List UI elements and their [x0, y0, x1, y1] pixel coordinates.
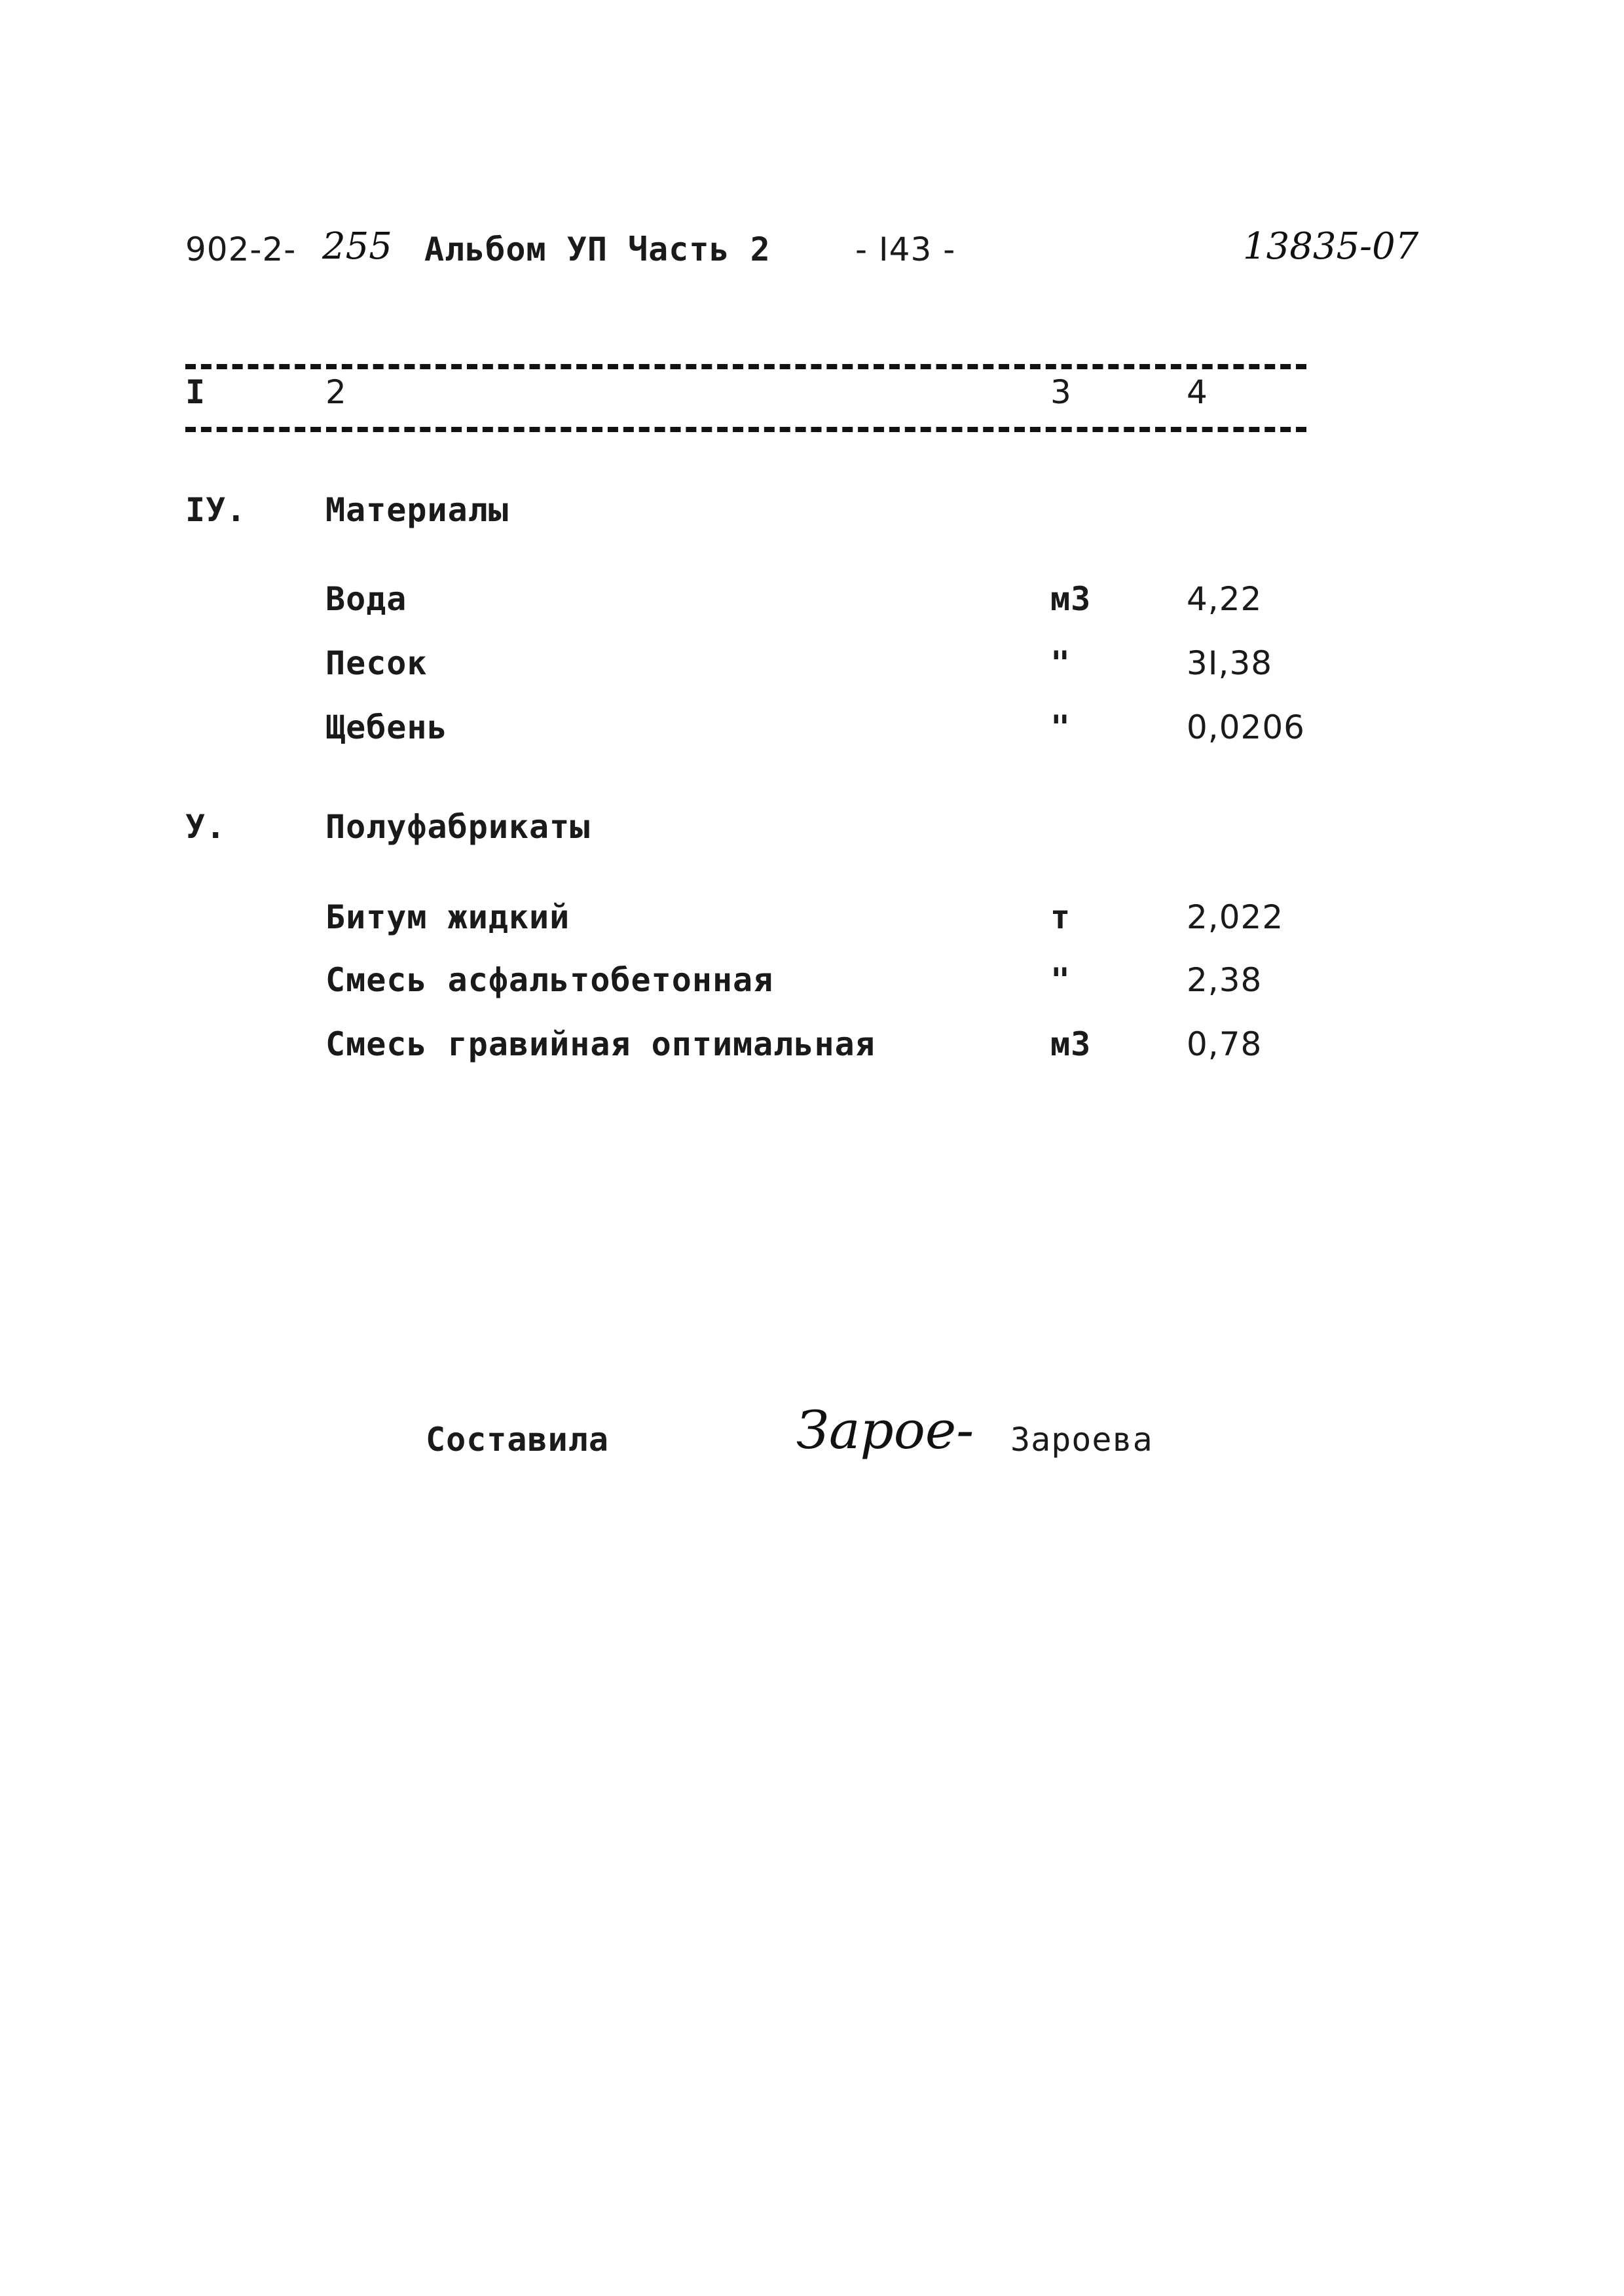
registration-number-handwritten: 13835-07 [1243, 225, 1419, 268]
album-part: Альбом УП Часть 2 [424, 230, 771, 268]
handwritten-signature: Зарое- [796, 1400, 974, 1461]
row-unit: " [1050, 961, 1071, 999]
column-header-3: 3 [1050, 373, 1072, 411]
row-name: Смесь асфальтобетонная [325, 961, 774, 999]
row-unit: " [1050, 708, 1071, 746]
signature-label: Составила [426, 1421, 609, 1459]
column-header-1: I [185, 373, 206, 411]
row-value: 4,22 [1187, 580, 1263, 618]
document-number-handwritten: 255 [322, 225, 392, 268]
section-number: У. [185, 808, 227, 846]
section-number: IУ. [185, 491, 247, 529]
row-value: 2,022 [1187, 898, 1284, 936]
row-name: Битум жидкий [325, 898, 570, 936]
column-header-4: 4 [1187, 373, 1208, 411]
row-name: Щебень [325, 708, 448, 746]
section-title: Материалы [325, 491, 509, 529]
row-unit: " [1050, 644, 1071, 682]
section-title: Полуфабрикаты [325, 808, 591, 846]
page-number: - I43 - [855, 230, 956, 268]
row-unit: т [1050, 898, 1071, 936]
row-value: 3I,38 [1187, 644, 1273, 682]
table-top-rule [185, 364, 1306, 369]
row-unit: м3 [1050, 580, 1092, 618]
document-code: 902-2- [185, 230, 297, 268]
row-value: 0,78 [1187, 1025, 1263, 1063]
row-unit: м3 [1050, 1025, 1092, 1063]
row-value: 2,38 [1187, 961, 1263, 999]
signatory-name: Зароева [1010, 1421, 1153, 1459]
table-header-bottom-rule [185, 427, 1306, 432]
row-name: Песок [325, 644, 428, 682]
row-name: Вода [325, 580, 407, 618]
row-value: 0,0206 [1187, 708, 1305, 746]
column-header-2: 2 [325, 373, 347, 411]
row-name: Смесь гравийная оптимальная [325, 1025, 876, 1063]
